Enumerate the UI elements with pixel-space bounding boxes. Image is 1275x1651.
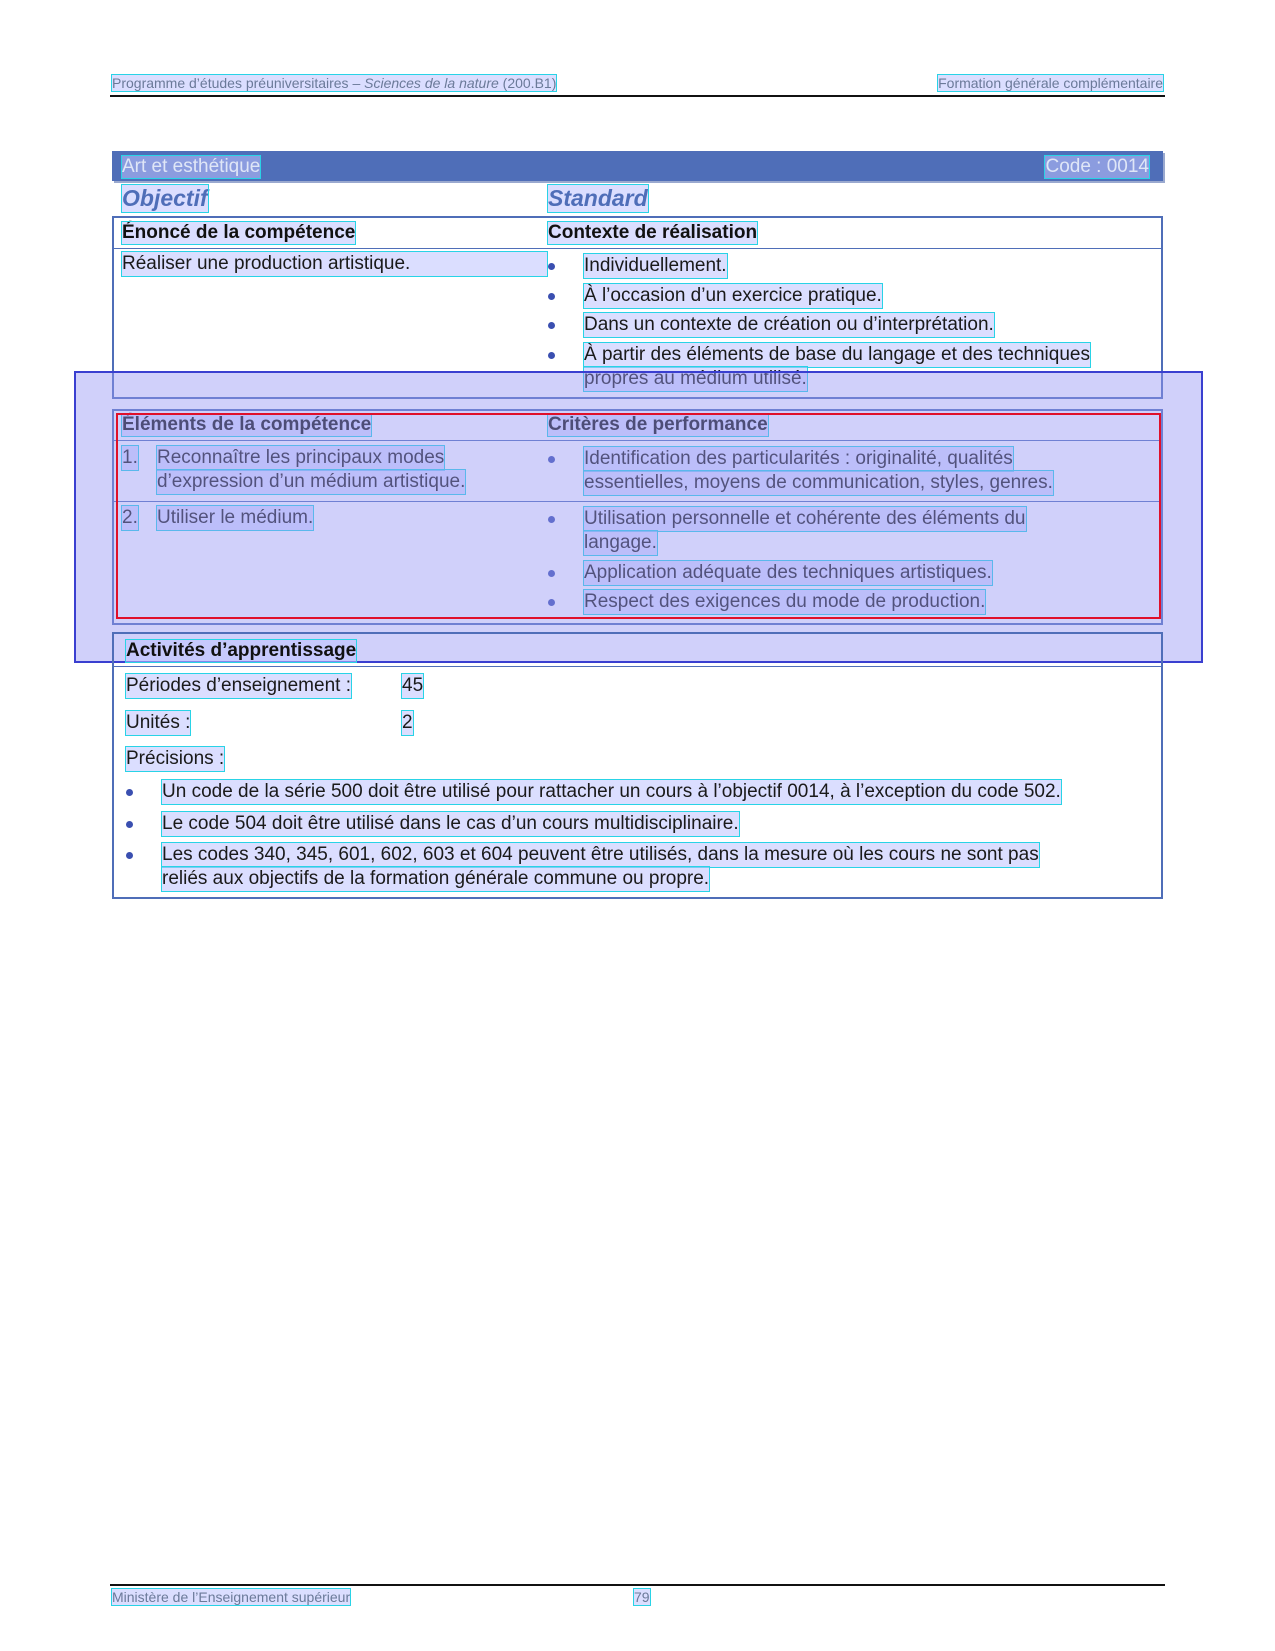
- course-code: Code : 0014: [1045, 156, 1149, 177]
- selection-frame[interactable]: [116, 413, 1161, 619]
- context-item-continued: propres au médium utilisé.: [584, 368, 807, 389]
- precision-item-continued: reliés aux objectifs de la formation générale commune ou propre.: [162, 868, 710, 889]
- precision-item: Le code 504 doit être utilisé dans le cas d’un cours multidisciplinaire.: [162, 813, 739, 834]
- running-header-section: Formation générale complémentaire: [938, 75, 1163, 91]
- element-number: 1.: [122, 447, 138, 468]
- units-value: 2: [402, 712, 413, 733]
- periods-label: Périodes d’enseignement :: [126, 675, 351, 696]
- criteria-item: Application adéquate des techniques artistiques.: [584, 562, 992, 583]
- context-item: Dans un contexte de création ou d’interprétation.: [584, 314, 994, 335]
- bullet-icon: [548, 263, 555, 270]
- competence-statement: Réaliser une production artistique.: [122, 252, 547, 276]
- criteria-item: Identification des particularités : originalité, qualités: [584, 448, 1013, 469]
- precision-item: Les codes 340, 345, 601, 602, 603 et 604 peuvent être utilisés, dans la mesure où les cours ne sont pas: [162, 844, 1039, 865]
- running-header-program: Programme d’études préuniversitaires – Sciences de la nature (200.B1): [112, 75, 557, 91]
- course-title: Art et esthétique: [122, 156, 261, 177]
- elements-heading: Éléments de la compétence: [122, 414, 372, 435]
- precisions-label: Précisions :: [126, 748, 225, 769]
- bullet-icon: [126, 789, 133, 796]
- footer-divider: [110, 1584, 1165, 1586]
- context-heading: Contexte de réalisation: [548, 222, 758, 243]
- criteria-item: Utilisation personnelle et cohérente des éléments du: [584, 508, 1026, 529]
- element-text-continued: d’expression d’un médium artistique.: [157, 471, 466, 492]
- context-item: À partir des éléments de base du langage et des techniques: [584, 344, 1090, 365]
- objective-title: Objectif: [122, 185, 208, 211]
- precision-item: Un code de la série 500 doit être utilisé pour rattacher un cours à l’objectif 0014, à l’exception du code 502.: [162, 781, 1061, 802]
- page-number: 79: [634, 1589, 650, 1605]
- box1-header-divider: [113, 248, 1162, 249]
- context-item: Individuellement.: [584, 255, 727, 276]
- criteria-item: Respect des exigences du mode de production.: [584, 591, 986, 612]
- course-title-bar: [112, 151, 1163, 181]
- box3-header-divider: [113, 666, 1162, 667]
- context-item: À l’occasion d’un exercice pratique.: [584, 285, 882, 306]
- element-text: Reconnaître les principaux modes: [157, 447, 445, 468]
- activities-heading: Activités d’apprentissage: [126, 640, 357, 661]
- criteria-item-continued: langage.: [584, 532, 657, 553]
- bullet-icon: [548, 322, 555, 329]
- standard-title: Standard: [548, 185, 648, 211]
- criteria-heading: Critères de performance: [548, 414, 768, 435]
- element-text: Utiliser le médium.: [157, 507, 314, 528]
- element-number: 2.: [122, 507, 138, 528]
- criteria-item-continued: essentielles, moyens de communication, styles, genres.: [584, 472, 1053, 493]
- competence-heading: Énoncé de la compétence: [122, 222, 356, 243]
- bullet-icon: [548, 293, 555, 300]
- footer-ministry: Ministère de l’Enseignement supérieur: [112, 1589, 351, 1605]
- header-divider: [110, 95, 1165, 97]
- bullet-icon: [548, 352, 555, 359]
- periods-value: 45: [402, 675, 424, 696]
- bullet-icon: [126, 821, 133, 828]
- bullet-icon: [126, 852, 133, 859]
- units-label: Unités :: [126, 712, 191, 733]
